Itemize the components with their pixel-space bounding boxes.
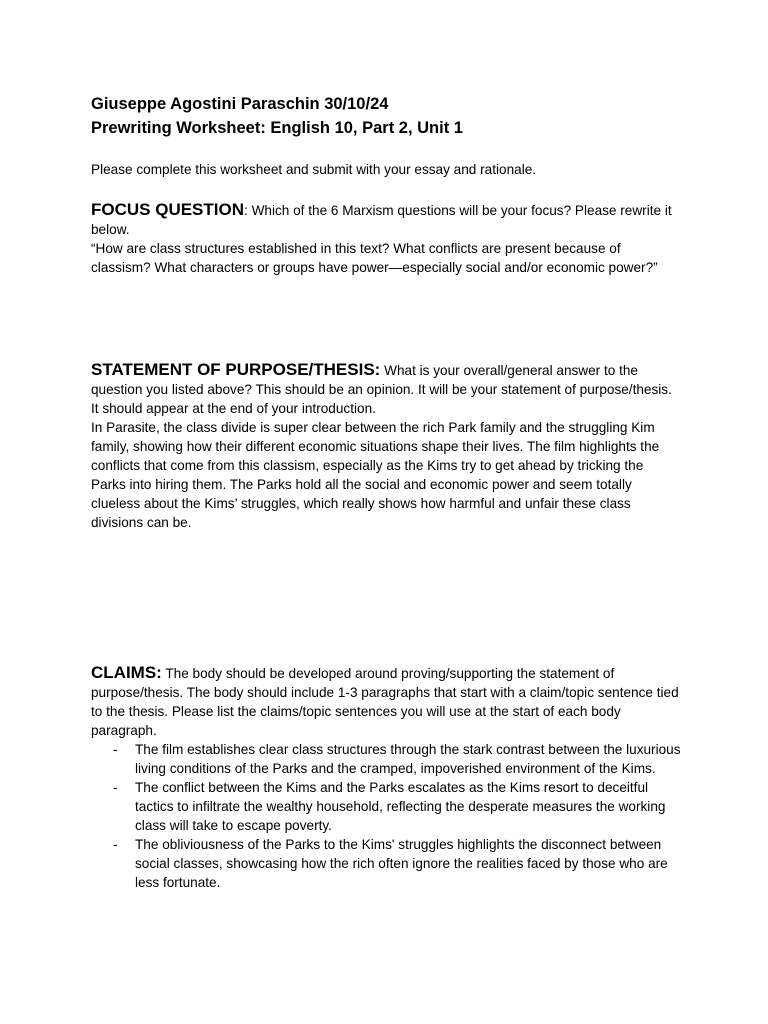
document-body: [91, 92, 681, 892]
claims-label: CLAIMS:: [91, 663, 162, 682]
spacer: [91, 277, 681, 360]
focus-question-answer: “How are class structures established in this text? What conflicts are present because of classism? What characters or groups have power—especially social and/or economic power?”: [91, 241, 658, 275]
bullet-dash: -: [113, 780, 118, 795]
focus-question-section: [91, 200, 681, 239]
claim-text: The film establishes clear class structures through the stark contrast between the luxurious living conditions of the Parks and the cramped, impoverished environment of the Kims.: [135, 742, 681, 776]
claims-prompt: The body should be developed around proving/supporting the statement of purpose/thesis. The body should include 1-3 paragraphs that start with a claim/topic sentence tied to the thesis. Please list the claims/topic sentences you will use at the start of each body paragraph.: [91, 666, 679, 738]
list-item: [91, 740, 681, 778]
list-item: [91, 778, 681, 835]
thesis-label: STATEMENT OF PURPOSE/THESIS:: [91, 360, 381, 379]
spacer: [91, 532, 681, 663]
worksheet-title: Prewriting Worksheet: English 10, Part 2, Unit 1: [91, 119, 463, 137]
bullet-dash: -: [113, 742, 118, 757]
student-name-date: Giuseppe Agostini Paraschin 30/10/24: [91, 95, 389, 113]
thesis-prompt: What is your overall/general answer to the question you listed above? This should be an opinion. It will be your statement of purpose/thesis. It should appear at the end of your introduction.: [91, 363, 672, 416]
claims-list: [91, 740, 681, 892]
worksheet-instructions: Please complete this worksheet and submit with your essay and rationale.: [91, 162, 537, 177]
list-item: [91, 835, 681, 892]
thesis-answer: In Parasite, the class divide is super clear between the rich Park family and the struggling Kim family, showing how their different economic situations shape their lives. The film highlights the conflicts that come from this classism, especially as the Kims try to get ahead by tricking the Parks into hiring them. The Parks hold all the social and economic power and seem totally clueless about the Kims’ struggles, which really shows how harmful and unfair these class divisions can be.: [91, 420, 660, 530]
focus-question-prompt: : Which of the 6 Marxism questions will be your focus? Please rewrite it below.: [91, 203, 672, 237]
bullet-dash: -: [113, 837, 118, 852]
thesis-section: [91, 360, 681, 418]
focus-question-label: FOCUS QUESTION: [91, 200, 245, 219]
claim-text: The conflict between the Kims and the Parks escalates as the Kims resort to deceitful tactics to infiltrate the wealthy household, reflecting the desperate measures the working class will take to escape poverty.: [135, 780, 666, 833]
claims-section: [91, 663, 681, 740]
claim-text: The obliviousness of the Parks to the Kims' struggles highlights the disconnect between social classes, showcasing how the rich often ignore the realities faced by those who are less fortunate.: [135, 837, 668, 890]
